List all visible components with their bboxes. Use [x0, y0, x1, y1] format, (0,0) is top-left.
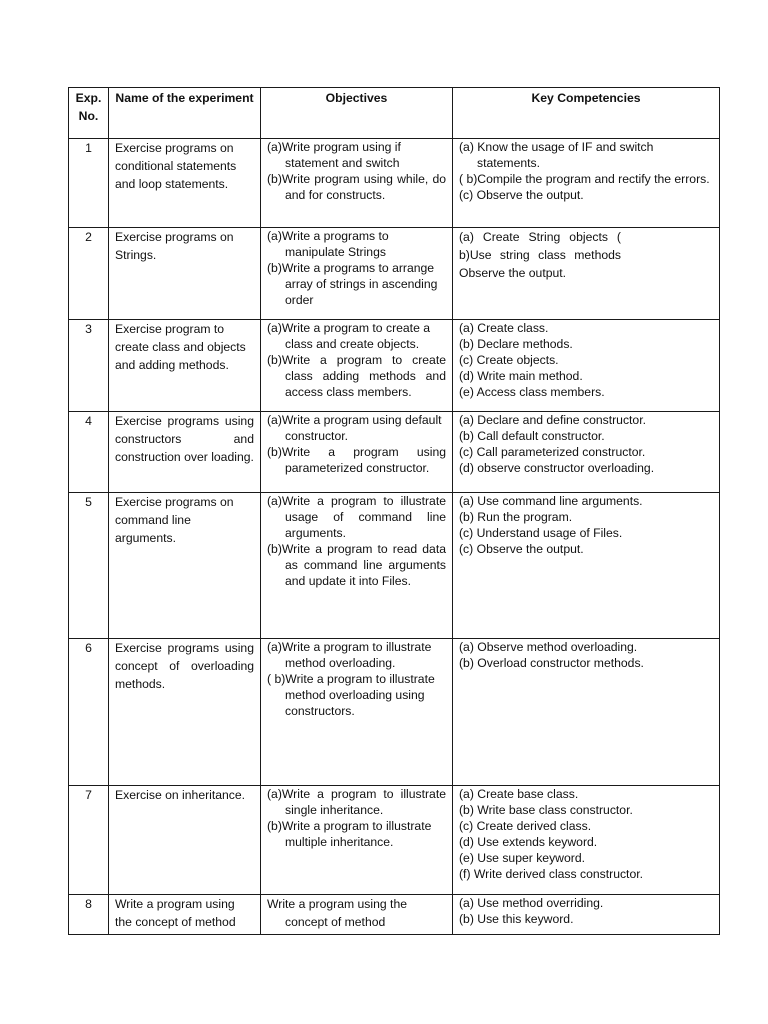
exp-number: 3 [69, 320, 109, 412]
table-row [69, 895, 720, 935]
objective-item: ( b)Write a program to illustrate method overloading using constructors. [267, 672, 435, 718]
objectives-cell [261, 139, 453, 228]
competency-item: (c) Observe the output. [459, 188, 584, 202]
competency-item: (a) Know the usage of IF and switch statements. [459, 140, 654, 170]
objective-item: (a)Write a program to illustrate single inheritance. [267, 787, 446, 817]
experiment-name: Exercise programs on conditional statements and loop statements. [109, 139, 261, 228]
competencies-cell [453, 139, 720, 228]
objectives-cell [261, 493, 453, 639]
objectives-cell [261, 412, 453, 493]
competency-item: (b) Use this keyword. [459, 912, 574, 926]
objective-item: (a)Write a program using default constructor. [267, 413, 442, 443]
experiment-name: Exercise on inheritance. [109, 786, 261, 895]
table-row [69, 412, 720, 493]
competencies-cell [453, 228, 720, 320]
competency-item: (c) Create objects. [459, 353, 559, 367]
competency-item: (b) Run the program. [459, 510, 573, 524]
experiment-name: Exercise programs using constructors and construction over loading. [109, 412, 261, 493]
competency-item: (b) Call default constructor. [459, 429, 605, 443]
objective-item: (a)Write program using if statement and switch [267, 140, 401, 170]
experiment-name: Exercise program to create class and objects and adding methods. [109, 320, 261, 412]
competency-item: (a) Use method overriding. [459, 896, 604, 910]
objectives-cell [261, 639, 453, 786]
exp-number: 4 [69, 412, 109, 493]
objective-item: (a)Write a program to illustrate method overloading. [267, 640, 432, 670]
competency-item: (a) Use command line arguments. [459, 494, 643, 508]
objective-item: (a)Write a program to illustrate usage of command line arguments. [267, 494, 446, 540]
exp-number: 6 [69, 639, 109, 786]
exp-number: 1 [69, 139, 109, 228]
header-competencies: Key Competencies [453, 88, 720, 139]
competency-item: (c) Create derived class. [459, 819, 592, 833]
competency-item: (a) Declare and define constructor. [459, 413, 646, 427]
table-row [69, 639, 720, 786]
objectives-cell [261, 228, 453, 320]
experiments-table [68, 87, 720, 935]
competency-item: (d) observe constructor overloading. [459, 461, 655, 475]
objective-item: Write a program using the concept of method [267, 897, 407, 929]
table-row [69, 139, 720, 228]
competency-item: (e) Access class members. [459, 385, 605, 399]
objective-item: (a)Write a programs to manipulate Strings [267, 229, 389, 259]
competency-item: (b) Write base class constructor. [459, 803, 633, 817]
competency-item: (e) Use super keyword. [459, 851, 585, 865]
competencies-cell [453, 320, 720, 412]
competency-item: (d) Write main method. [459, 369, 583, 383]
objective-item: (b)Write a program using parameterized constructor. [267, 445, 446, 475]
competency-item: (c) Observe the output. [459, 542, 584, 556]
objectives-cell [261, 786, 453, 895]
competency-item: (b) Declare methods. [459, 337, 573, 351]
competencies-cell [453, 786, 720, 895]
header-name: Name of the experiment [109, 88, 261, 139]
competencies-cell [453, 639, 720, 786]
competency-item: (a) Observe method overloading. [459, 640, 638, 654]
objective-item: (b)Write a program to read data as command line arguments and update it into Files. [267, 542, 446, 588]
table-row [69, 228, 720, 320]
objective-item: (b)Write a program to create class adding methods and access class members. [267, 353, 446, 399]
competency-item: (a) Create class. [459, 321, 549, 335]
competency-item: (c) Call parameterized constructor. [459, 445, 646, 459]
exp-number: 8 [69, 895, 109, 935]
objective-item: (a)Write a program to create a class and create objects. [267, 321, 431, 351]
competency-item: (a) Create base class. [459, 787, 579, 801]
competencies-cell [453, 493, 720, 639]
objective-item: (b)Write program using while, do and for constructs. [267, 172, 446, 202]
exp-number: 7 [69, 786, 109, 895]
exp-number: 2 [69, 228, 109, 320]
competency-item: (d) Use extends keyword. [459, 835, 598, 849]
experiment-name: Exercise programs on command line arguments. [109, 493, 261, 639]
objectives-cell [261, 320, 453, 412]
competency-item: (a) Create String objects ( b)Use string class methods Observe the output. [459, 230, 621, 280]
experiment-name: Exercise programs on Strings. [109, 228, 261, 320]
objective-item: (b)Write a programs to arrange array of strings in ascending order [267, 261, 438, 307]
table-row [69, 786, 720, 895]
objective-item: (b)Write a program to illustrate multiple inheritance. [267, 819, 432, 849]
competency-item: (b) Overload constructor methods. [459, 656, 644, 670]
competency-item: (f) Write derived class constructor. [459, 867, 643, 881]
competency-item: (c) Understand usage of Files. [459, 526, 623, 540]
competencies-cell [453, 412, 720, 493]
header-objectives: Objectives [261, 88, 453, 139]
exp-number: 5 [69, 493, 109, 639]
table-row [69, 493, 720, 639]
experiment-name: Write a program using the concept of method [109, 895, 261, 935]
header-exp-no: Exp. No. [69, 88, 109, 139]
competencies-cell [453, 895, 720, 935]
objectives-cell [261, 895, 453, 935]
competency-item: ( b)Compile the program and rectify the errors. [459, 172, 710, 186]
table-row [69, 320, 720, 412]
header-row [69, 88, 720, 139]
experiment-name: Exercise programs using concept of overloading methods. [109, 639, 261, 786]
